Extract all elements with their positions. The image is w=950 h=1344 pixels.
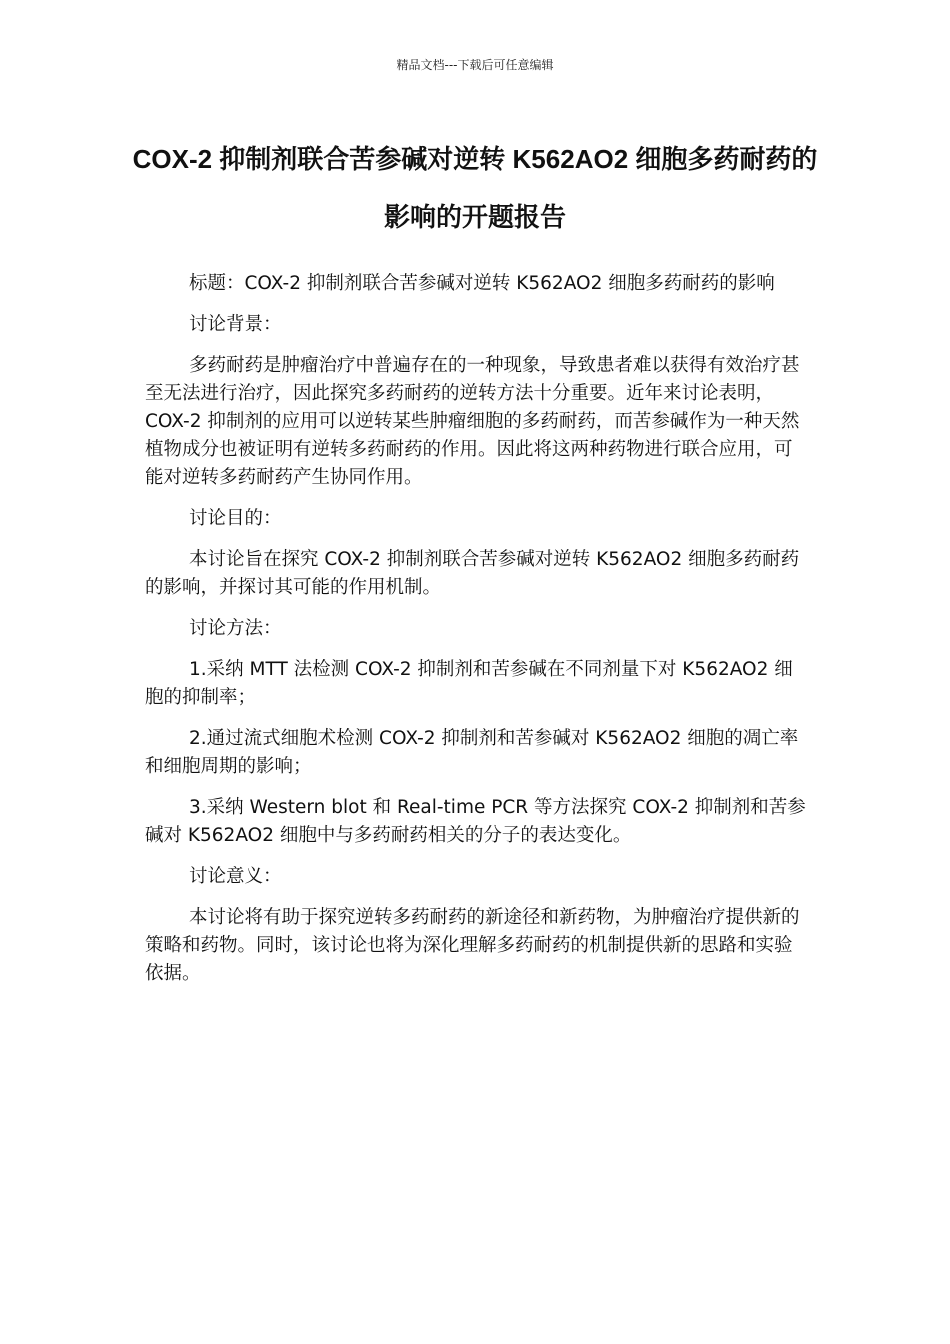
methods-heading: 讨论方法： [189, 618, 282, 639]
title-line-paragraph: 标题：COX-2 抑制剂联合苦参碱对逆转 K562AO2 细胞多药耐药的影响 [189, 273, 775, 294]
significance-paragraph: 本讨论将有助于探究逆转多药耐药的新途径和新药物，为肿瘤治疗提供新的策略和药物。同时，该讨论也将为深化理解多药耐药的机制提供新的思路和实验依据。 [145, 907, 800, 984]
background-heading: 讨论背景： [189, 314, 282, 335]
method-item-2: 2.通过流式细胞术检测 COX-2 抑制剂和苦参碱对 K562AO2 细胞的凋亡率和细胞周期的影响； [145, 728, 799, 777]
purpose-paragraph: 本讨论旨在探究 COX-2 抑制剂联合苦参碱对逆转 K562AO2 细胞多药耐药的影响，并探讨其可能的作用机制。 [145, 549, 800, 598]
method-item-1: 1.采纳 MTT 法检测 COX-2 抑制剂和苦参碱在不同剂量下对 K562AO2 细胞的抑制率； [145, 659, 793, 708]
significance-heading: 讨论意义： [189, 866, 282, 887]
method-item-3: 3.采纳 Western blot 和 Real-time PCR 等方法探究 COX-2 抑制剂和苦参碱对 K562AO2 细胞中与多药耐药相关的分子的表达变化。 [145, 797, 806, 846]
document-title: COX-2 抑制剂联合苦参碱对逆转 K562AO2 细胞多药耐药的影响的开题报告 [132, 144, 818, 232]
header-note: 精品文档---下载后可任意编辑 [396, 58, 554, 72]
document-body [145, 270, 807, 1001]
background-paragraph: 多药耐药是肿瘤治疗中普遍存在的一种现象，导致患者难以获得有效治疗甚至无法进行治疗，因此探究多药耐药的逆转方法十分重要。近年来讨论表明，COX-2 抑制剂的应用可以逆转某些肿瘤细胞的多药耐药，而苦参碱作为一种天然植物成分也被证明有逆转多药耐药的作用。因此将这两种药物进行联合应用，可能对逆转多药耐药产生协同作用。 [145, 355, 800, 488]
purpose-heading: 讨论目的： [189, 508, 282, 529]
